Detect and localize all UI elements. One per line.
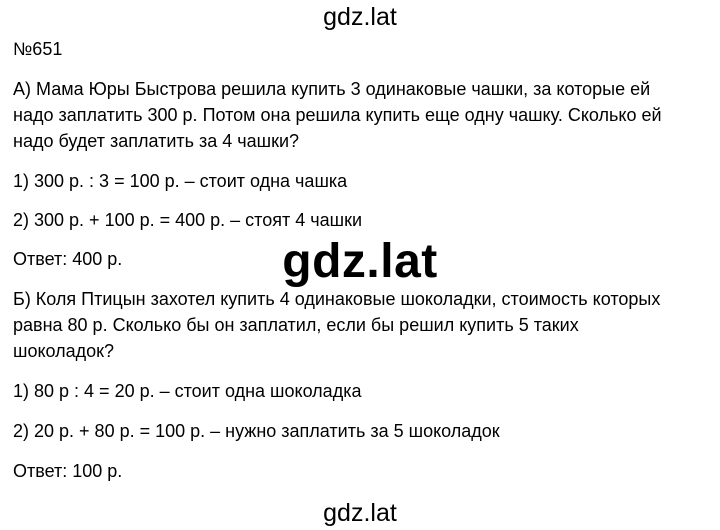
part-a-step-1: 1) 300 р. : 3 = 100 р. – стоит одна чашка xyxy=(13,171,348,191)
part-a-question-line-1: А) Мама Юры Быстрова решила купить 3 одинаковые чашки, за которые ей xyxy=(13,79,651,99)
part-b-step-2: 2) 20 р. + 80 р. = 100 р. – нужно заплатить за 5 шоколадок xyxy=(13,421,500,441)
watermark-bottom: gdz.lat xyxy=(323,499,397,527)
part-b-question-line-3: шоколадок? xyxy=(13,341,115,361)
part-b-answer: Ответ: 100 р. xyxy=(13,461,123,481)
part-b-step-1: 1) 80 р : 4 = 20 р. – стоит одна шоколадка xyxy=(13,381,362,401)
task-number: №651 xyxy=(13,39,63,59)
part-a-answer: Ответ: 400 р. xyxy=(13,249,123,269)
part-a-question-line-3: надо будет заплатить за 4 чашки? xyxy=(13,131,300,151)
part-b-question-line-2: равна 80 р. Сколько бы он заплатил, если бы решил купить 5 таких xyxy=(13,315,579,335)
part-a-question-line-2: надо заплатить 300 р. Потом она решила купить еще одну чашку. Сколько ей xyxy=(13,105,662,125)
watermark-middle: gdz.lat xyxy=(282,235,438,288)
part-a-step-2: 2) 300 р. + 100 р. = 400 р. – стоят 4 чашки xyxy=(13,210,362,230)
watermark-top: gdz.lat xyxy=(323,3,397,31)
part-b-question-line-1: Б) Коля Птицын захотел купить 4 одинаковые шоколадки, стоимость которых xyxy=(13,289,661,309)
